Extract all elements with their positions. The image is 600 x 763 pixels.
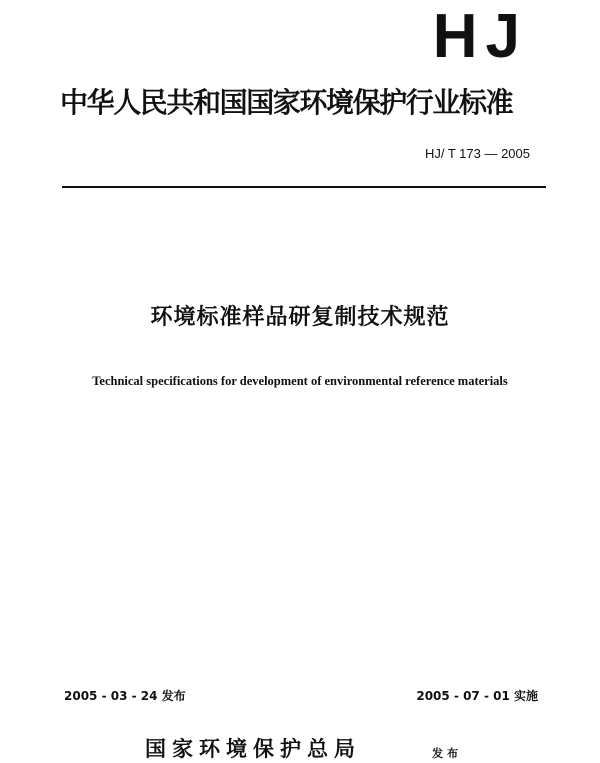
standard-code: HJ/ T 173 — 2005 (424, 146, 530, 161)
effective-date: 2005 - 07 - 01 实施 (416, 689, 538, 703)
header-rule (62, 186, 546, 188)
organization-line: 中华人民共和国国家环境保护行业标准 (60, 86, 513, 119)
publish-label: 发布 (432, 747, 462, 760)
document-title-chinese: 环境标准样品研复制技术规范 (150, 305, 450, 330)
publisher-name: 国家环境保护总局 (145, 737, 361, 761)
hj-logo: HJ (432, 2, 528, 71)
issue-date: 2005 - 03 - 24 发布 (64, 689, 186, 703)
document-title-english: Technical specifications for development of environmental reference materials (92, 374, 508, 388)
